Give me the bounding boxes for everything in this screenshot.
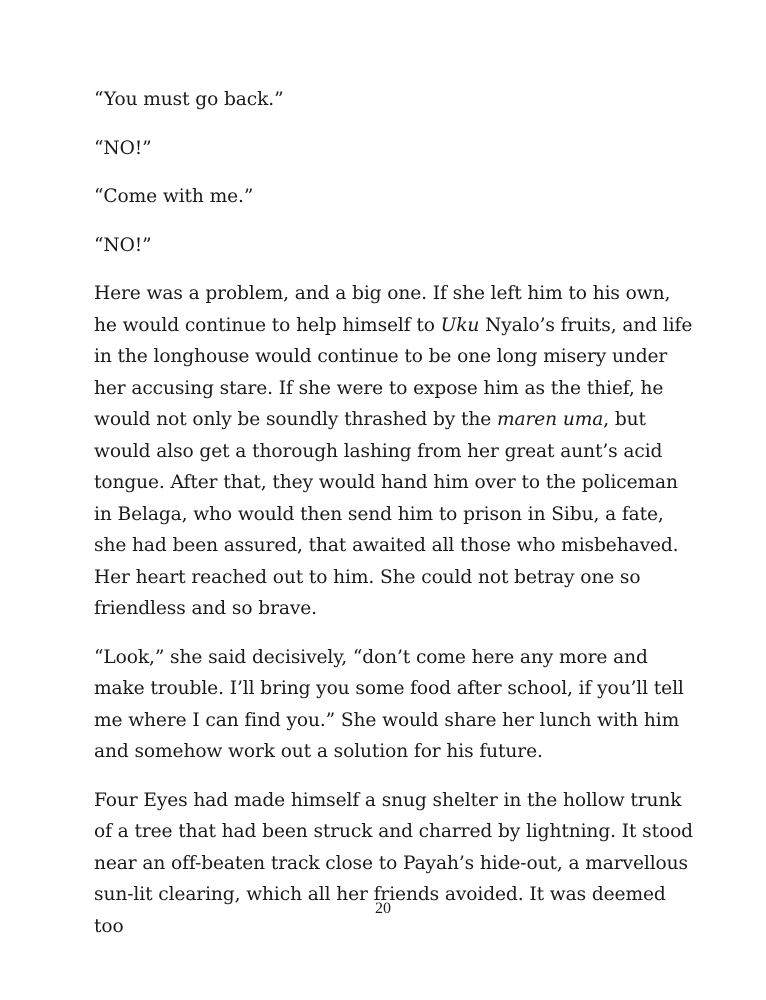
dialogue-line: “NO!” <box>94 137 152 159</box>
dialogue-line: “NO!” <box>94 234 152 256</box>
dialogue-line: “Come with me.” <box>94 186 254 207</box>
page-number: 20 <box>375 900 391 917</box>
paragraph-text: Nyalo’s fruits, and life in the longhouse would continue to be one long misery under her accusing stare. If she were to expose him as the thief, he would not only be soundly thrashed by the <box>94 314 693 430</box>
dialogue-line: “You must go back.” <box>94 89 284 110</box>
paragraph-text: Here was a problem, and a big one. If she left him to his own, he would continue to help himself to <box>94 283 671 336</box>
paragraph-four-eyes: Four Eyes had made himself a snug shelter in the hollow trunk of a tree that had been struck and charred by lightning. It stood near an off-beaten track close to Payah’s hide-out, a marvellous sun-lit clearing, which all her friends avoided. It was deemed too <box>94 789 693 937</box>
paragraph-text: , but would also get a thorough lashing from her great aunt’s acid tongue. After that, they would hand him over to the policeman in Belaga, who would then send him to prison in Sibu, a fate, she had been assured, that awaited all those who misbehaved. Her heart reached out to him. She could not betray one so friendless and so brave. <box>94 409 679 619</box>
paragraph-look: “Look,” she said decisively, “don’t come here any more and make trouble. I’ll bring you some food after school, if you’ll tell me where I can find you.” She would share her lunch with him and somehow work out a solution for his future. <box>94 646 684 762</box>
body-text <box>94 84 694 959</box>
italic-term-uku: Uku <box>440 314 480 336</box>
italic-term-maren-uma: maren uma <box>496 409 604 430</box>
paragraph-problem <box>94 278 694 625</box>
